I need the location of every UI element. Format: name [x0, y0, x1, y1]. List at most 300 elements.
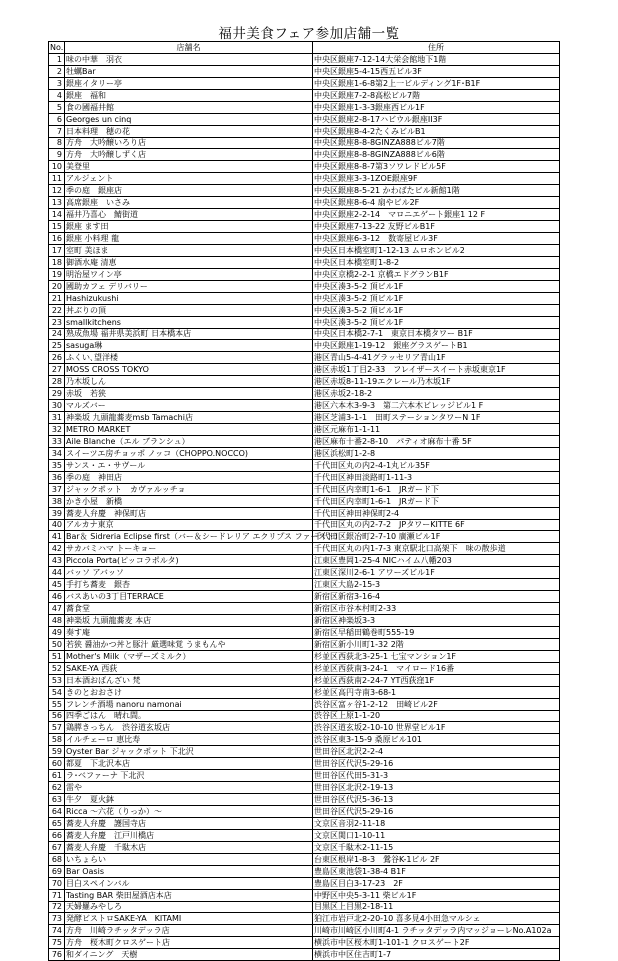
row-number: 21 [49, 292, 65, 304]
row-number: 76 [49, 949, 65, 961]
store-address: 中央区日本橋室町1-8-2 [313, 256, 560, 268]
store-address: 横浜市中区桜木町1-101-1 クロスゲート2F [313, 937, 560, 949]
table-row [49, 507, 560, 519]
store-name: sasuga琳 [65, 340, 313, 352]
store-name: アルカナ東京 [65, 519, 313, 531]
store-name: 食の國福井館 [65, 101, 313, 113]
store-name: Piccola Porta(ピッコラポルタ) [65, 555, 313, 567]
row-number: 55 [49, 698, 65, 710]
row-number: 48 [49, 615, 65, 627]
store-name: 日本料理 穂の花 [65, 125, 313, 137]
table-row [49, 471, 560, 483]
row-number: 68 [49, 853, 65, 865]
store-address: 世田谷区代沢5-29-16 [313, 758, 560, 770]
header-store-name: 店舗名 [65, 42, 313, 54]
store-name: Ricca ～六花（りっか）～ [65, 806, 313, 818]
row-number: 34 [49, 447, 65, 459]
store-name: 蕎麦人弁慶 神保町店 [65, 507, 313, 519]
store-address: 中央区日本橋2-7-1 東京日本橋タワー B1F [313, 328, 560, 340]
table-row [49, 865, 560, 877]
row-number: 30 [49, 400, 65, 412]
row-number: 46 [49, 591, 65, 603]
store-name: 神楽坂 九頭龍蕎麦msb Tamachi店 [65, 412, 313, 424]
store-address: 渋谷区富ヶ谷1-2-12 田崎ビル2F [313, 698, 560, 710]
store-address: 中央区銀座8-5-21 かわばたビル新館1階 [313, 185, 560, 197]
table-row [49, 710, 560, 722]
table-row [49, 268, 560, 280]
store-name: 美登里 [65, 161, 313, 173]
store-address: 港区赤坂1丁目2-33 フレイザースイート赤坂東京1F [313, 364, 560, 376]
store-name: 銀座 小料理 龍 [65, 233, 313, 245]
store-name: MOSS CROSS TOKYO [65, 364, 313, 376]
store-address: 世田谷区北沢2-2-4 [313, 746, 560, 758]
store-address: 横浜市中区住吉町1-7 [313, 949, 560, 961]
store-name: 季の庭 神田店 [65, 471, 313, 483]
table-row [49, 674, 560, 686]
row-number: 14 [49, 209, 65, 221]
table-row [49, 722, 560, 734]
row-number: 49 [49, 626, 65, 638]
table-row [49, 376, 560, 388]
store-address: 新宿区新小川町1-32 2階 [313, 638, 560, 650]
store-address: 中央区銀座8-6-4 扇やビル2F [313, 197, 560, 209]
table-row [49, 233, 560, 245]
table-row [49, 913, 560, 925]
store-name: サンス・エ・サヴール [65, 459, 313, 471]
row-number: 71 [49, 889, 65, 901]
row-number: 5 [49, 101, 65, 113]
row-number: 9 [49, 149, 65, 161]
table-row [49, 806, 560, 818]
row-number: 53 [49, 674, 65, 686]
store-address: 目黒区上目黒2-18-11 [313, 901, 560, 913]
table-row [49, 686, 560, 698]
row-number: 57 [49, 722, 65, 734]
table-row [49, 829, 560, 841]
store-address: 中央区銀座2-8-17ハビウル銀座II3F [313, 113, 560, 125]
store-name: 蕎麦人弁慶 江戸川橋店 [65, 829, 313, 841]
store-name: かき小屋 新橋 [65, 495, 313, 507]
row-number: 52 [49, 662, 65, 674]
store-address: 文京区音羽2-11-18 [313, 817, 560, 829]
store-address: 中央区京橋2-2-1 京橋エドグランB1F [313, 268, 560, 280]
store-name: 高席銀座 いさみ [65, 197, 313, 209]
store-address: 港区青山5-4-41グラッセリア青山1F [313, 352, 560, 364]
row-number: 37 [49, 483, 65, 495]
store-name: 奏す庵 [65, 626, 313, 638]
row-number: 70 [49, 877, 65, 889]
row-number: 13 [49, 197, 65, 209]
row-number: 38 [49, 495, 65, 507]
row-number: 19 [49, 268, 65, 280]
table-row [49, 579, 560, 591]
table-row [49, 137, 560, 149]
store-address: 世田谷区北沢2-19-13 [313, 782, 560, 794]
store-name: 鶏膵きっちん 渋谷道玄坂店 [65, 722, 313, 734]
table-row [49, 555, 560, 567]
row-number: 1 [49, 53, 65, 65]
store-name: イルチェーロ 恵比寿 [65, 734, 313, 746]
store-address: 川崎市川崎区小川町4-1 ラチッタデッラ内マッジョーレNo.A102a [313, 925, 560, 937]
store-address: 千代田区内幸町1-6-1 JRガード下 [313, 483, 560, 495]
store-address: 江東区豊岡1-25-4 NICハイム八幡203 [313, 555, 560, 567]
store-address: 中央区銀座1-19-12 銀座グラスゲートB1 [313, 340, 560, 352]
store-address: 港区芝浦3-1-1 田町ステーションタワーN 1F [313, 412, 560, 424]
table-row [49, 889, 560, 901]
table-row [49, 304, 560, 316]
row-number: 20 [49, 280, 65, 292]
store-name: 神楽坂 九頭龍蕎麦 本店 [65, 615, 313, 627]
table-row [49, 101, 560, 113]
table-row [49, 328, 560, 340]
store-address: 渋谷区上原1-1-20 [313, 710, 560, 722]
store-address: 新宿区新宿3-16-4 [313, 591, 560, 603]
row-number: 54 [49, 686, 65, 698]
table-row [49, 782, 560, 794]
row-number: 39 [49, 507, 65, 519]
table-row [49, 591, 560, 603]
store-address: 杉並区西荻北3-25-1 七宝マンション1F [313, 650, 560, 662]
row-number: 50 [49, 638, 65, 650]
store-name: 牛夕 夏火鉢 [65, 794, 313, 806]
header-no: No. [50, 42, 64, 52]
store-address: 中央区銀座8-4-2たくみビルB1 [313, 125, 560, 137]
store-name: Bar＆ Sidreria Eclipse first（バー＆シードレリア エクリプス ファースト） [66, 532, 343, 542]
table-row [49, 794, 560, 806]
store-address: 世田谷区代田5-31-3 [313, 770, 560, 782]
row-number: 4 [49, 89, 65, 101]
store-address: 中央区銀座2-2-14 マロニエゲート銀座1 12 F [313, 209, 560, 221]
store-address: 中央区湊3-5-2 頂ビル1F [313, 292, 560, 304]
store-name: 若狭 醤油かつ丼と豚汁 厳選味覚 うまもんや [65, 638, 313, 650]
store-name: サカバミハマ トーキョー [65, 543, 313, 555]
row-number: 28 [49, 376, 65, 388]
table-row [49, 746, 560, 758]
table-row [49, 650, 560, 662]
store-name: 和ダイニング 天樹 [65, 949, 313, 961]
store-name: 方舟 大吟醸いろり店 [65, 137, 313, 149]
store-name: 雷や [65, 782, 313, 794]
store-address: 中央区銀座1-3-3銀座西ビル1F [313, 101, 560, 113]
table-row [49, 615, 560, 627]
table-row [49, 244, 560, 256]
table-row [49, 89, 560, 101]
row-number: 69 [49, 865, 65, 877]
store-name: ふくい､望洋楼 [65, 352, 313, 364]
store-address: 中央区湊3-5-2 頂ビル1F [313, 316, 560, 328]
store-name: Aile Blanche（エル ブランシュ） [65, 435, 313, 447]
store-name: 銀座 ます田 [65, 221, 313, 233]
store-name: きのとおおさけ [65, 686, 313, 698]
row-number: 75 [49, 937, 65, 949]
store-address: 千代田区内幸町1-6-1 JRガード下 [313, 495, 560, 507]
store-name: Bar Oasis [65, 865, 313, 877]
store-address: 千代田区丸の内1-7-3 東京駅北口高架下 味の散歩道 [313, 543, 560, 555]
table-row [49, 340, 560, 352]
table-row [49, 364, 560, 376]
store-address: 中央区銀座8-8-8GINZA888ビル6階 [313, 149, 560, 161]
table-row [49, 197, 560, 209]
row-number: 6 [49, 113, 65, 125]
store-name: 味の中華 羽衣 [65, 53, 313, 65]
row-number: 66 [49, 829, 65, 841]
store-name: 目白スペインバル [65, 877, 313, 889]
store-name: 方舟 桜木町クロスゲート店 [65, 937, 313, 949]
row-number: 24 [49, 328, 65, 340]
row-number: 23 [49, 316, 65, 328]
row-number: 62 [49, 782, 65, 794]
store-name: Mother's Milk（マザーズミルク） [65, 650, 313, 662]
row-number: 47 [49, 603, 65, 615]
store-address: 千代田区銀冶町2-7-10 廣瀬ビル1F [313, 531, 560, 543]
store-name: 四季ごはん 晴れ間。 [65, 710, 313, 722]
store-name: 季の庭 銀座店 [65, 185, 313, 197]
table-row [49, 937, 560, 949]
table-row [49, 638, 560, 650]
store-address: 杉並区西荻南3-24-1 マイロード16番 [313, 662, 560, 674]
row-number: 25 [49, 340, 65, 352]
table-row [49, 901, 560, 913]
row-number: 2 [49, 65, 65, 77]
row-number: 44 [49, 567, 65, 579]
store-address: 港区六本木3-9-3 第二六本木ビレッジビル1 F [313, 400, 560, 412]
row-number: 10 [49, 161, 65, 173]
store-name: 発酵ビストロSAKE-YA KITAMI [65, 913, 313, 925]
store-name: バッソ アバッソ [65, 567, 313, 579]
store-address: 港区元麻布1-1-11 [313, 424, 560, 436]
row-number: 43 [49, 555, 65, 567]
store-address: 千代田区丸の内2-7-2 JPタワーKITTE 6F [313, 519, 560, 531]
row-number: 63 [49, 794, 65, 806]
table-row [49, 877, 560, 889]
store-address: 豊島区東池袋1-38-4 B1F [313, 865, 560, 877]
row-number: 58 [49, 734, 65, 746]
store-name: 丼ぶりの頂 [65, 304, 313, 316]
store-address: 渋谷区東3-15-9 桑原ビル101 [313, 734, 560, 746]
store-address: 新宿区早稲田鶴巻町555-19 [313, 626, 560, 638]
row-number: 12 [49, 185, 65, 197]
store-address: 文京区千駄木2-11-15 [313, 841, 560, 853]
row-number: 32 [49, 424, 65, 436]
table-header-row [49, 42, 560, 54]
store-address: 中央区湊3-5-2 頂ビル1F [313, 280, 560, 292]
store-address: 狛江市岩戸北2-20-10 喜多見4小田急マルシェ [313, 913, 560, 925]
store-name: ラ･ベファーナ 下北沢 [65, 770, 313, 782]
store-address: 千代田区神田神保町2-4 [313, 507, 560, 519]
store-name: smallkitchens [65, 316, 313, 328]
store-name: 明治屋ワイン亭 [65, 268, 313, 280]
store-address: 中央区日本橋室町1-12-13 ムロホンビル2 [313, 244, 560, 256]
row-number: 26 [49, 352, 65, 364]
store-address: 文京区関口1-10-11 [313, 829, 560, 841]
store-name: 牡蠣Bar [65, 65, 313, 77]
table-row [49, 113, 560, 125]
store-name: 銀座イタリー亭 [65, 77, 313, 89]
table-row [49, 435, 560, 447]
store-name: 銀座 福和 [65, 89, 313, 101]
store-address: 杉並区高円寺南3-68-1 [313, 686, 560, 698]
store-name: METRO MARKET [65, 424, 313, 436]
store-name: 都夏 下北沢本店 [65, 758, 313, 770]
table-row [49, 388, 560, 400]
row-number: 74 [49, 925, 65, 937]
store-name: スイーツエ房チョッポ ノッコ（CHOPPO.NOCCO) [65, 447, 313, 459]
table-row [49, 567, 560, 579]
store-name: 方舟 大吟醸しずく店 [65, 149, 313, 161]
store-table [48, 41, 560, 961]
table-row [49, 447, 560, 459]
store-address: 中央区銀座5-4-15西五ビル3F [313, 65, 560, 77]
row-number: 18 [49, 256, 65, 268]
store-name: 蕎麦人弁慶 護国寺店 [65, 817, 313, 829]
store-name: 赤坂 若狭 [65, 388, 313, 400]
table-row [49, 459, 560, 471]
table-row [49, 495, 560, 507]
row-number: 67 [49, 841, 65, 853]
table-row [49, 173, 560, 185]
table-row [49, 53, 560, 65]
table-row [49, 626, 560, 638]
row-number: 64 [49, 806, 65, 818]
store-address: 港区赤坂2-18-2 [313, 388, 560, 400]
table-body [49, 53, 560, 960]
table-row [49, 841, 560, 853]
table-row [49, 531, 560, 543]
table-row [49, 817, 560, 829]
store-address: 新宿区市谷本村町2-33 [313, 603, 560, 615]
store-address: 中央区銀座3-3-1ZOE銀座9F [313, 173, 560, 185]
store-address: 江東区深川2-6-1 アワーズビル1F [313, 567, 560, 579]
store-name: 國助カフェ デリバリー [65, 280, 313, 292]
store-address: 台東区根岸1-8-3 鶯谷K-1ビル 2F [313, 853, 560, 865]
store-name: マルズバー [65, 400, 313, 412]
store-address: 千代田区丸の内2-4-1丸ビル35F [313, 459, 560, 471]
table-row [49, 698, 560, 710]
table-row [49, 519, 560, 531]
table-row [49, 149, 560, 161]
store-address: 港区赤坂8-11-19エクレール乃木坂1F [313, 376, 560, 388]
table-row [49, 161, 560, 173]
store-address: 中央区銀座1-6-8第2上一ビルディング1F･B1F [313, 77, 560, 89]
table-row [49, 185, 560, 197]
store-name: 天婦羅みやしろ [65, 901, 313, 913]
store-name: バスあいの3丁目TERRACE [65, 591, 313, 603]
table-row [49, 292, 560, 304]
store-name: 蕎食堂 [65, 603, 313, 615]
row-number: 29 [49, 388, 65, 400]
store-address: 世田谷区代沢5-29-16 [313, 806, 560, 818]
table-row [49, 734, 560, 746]
store-address: 新宿区神楽坂3-3 [313, 615, 560, 627]
row-number: 31 [49, 412, 65, 424]
table-row [49, 125, 560, 137]
table-row [49, 483, 560, 495]
table-row [49, 543, 560, 555]
store-name: アルジェント [65, 173, 313, 185]
store-name: Hashizukushi [65, 292, 313, 304]
store-name: 蕎麦人弁慶 千駄木店 [65, 841, 313, 853]
row-number: 33 [49, 435, 65, 447]
table-row [49, 662, 560, 674]
table-row [49, 400, 560, 412]
row-number: 36 [49, 471, 65, 483]
row-number: 42 [49, 543, 65, 555]
store-name: SAKE-YA 西荻 [65, 662, 313, 674]
table-row [49, 758, 560, 770]
store-name: Georges un cinq [65, 113, 313, 125]
row-number: 72 [49, 901, 65, 913]
store-name: 乃木坂しん [65, 376, 313, 388]
table-row [49, 770, 560, 782]
row-number: 61 [49, 770, 65, 782]
row-number: 56 [49, 710, 65, 722]
row-number: 8 [49, 137, 65, 149]
store-address: 中野区中央5-3-11 柴ビル1F [313, 889, 560, 901]
table-row [49, 925, 560, 937]
store-address: 杉並区西荻南2-24-7 YT西荻窪1F [313, 674, 560, 686]
store-address: 渋谷区道玄坂2-10-10 世界堂ビル1F [313, 722, 560, 734]
table-row [49, 316, 560, 328]
row-number: 51 [49, 650, 65, 662]
store-name: 熟成魚場 福井県美浜町 日本橋本店 [65, 328, 313, 340]
store-name: いちょらい [65, 853, 313, 865]
store-address: 港区浜松町1-2-8 [313, 447, 560, 459]
table-row [49, 853, 560, 865]
row-number: 41 [49, 531, 65, 543]
row-number: 22 [49, 304, 65, 316]
store-address: 世田谷区代沢5-36-13 [313, 794, 560, 806]
row-number: 27 [49, 364, 65, 376]
row-number: 7 [49, 125, 65, 137]
store-address: 中央区湊3-5-2 頂ビル1F [313, 304, 560, 316]
store-name: 御酒水庵 清恵 [65, 256, 313, 268]
table-row [49, 77, 560, 89]
row-number: 3 [49, 77, 65, 89]
row-number: 65 [49, 817, 65, 829]
store-address: 豊島区目白3-17-23 2F [313, 877, 560, 889]
store-name: 日本酒おばんざい 梵 [65, 674, 313, 686]
store-name: 室町 美ほま [65, 244, 313, 256]
table-row [49, 412, 560, 424]
page-title: 福井美食フェア参加店舗一覧 [218, 26, 400, 42]
table-row [49, 221, 560, 233]
store-address: 中央区銀座7-12-14大栄会館地下1階 [313, 53, 560, 65]
row-number: 45 [49, 579, 65, 591]
row-number: 35 [49, 459, 65, 471]
row-number: 73 [49, 913, 65, 925]
store-name: 福井乃喜心 鯖街道 [65, 209, 313, 221]
table-row [49, 256, 560, 268]
store-address: 千代田区神田淡路町1-11-3 [313, 471, 560, 483]
store-address: 中央区銀座6-3-12 数寄屋ビル3F [313, 233, 560, 245]
table-row [49, 424, 560, 436]
store-name: ジャックポット カヴァルッチョ [65, 483, 313, 495]
store-address: 中央区銀座7-13-22 友野ビルB1F [313, 221, 560, 233]
store-address: 中央区銀座7-2-8高松ビル7階 [313, 89, 560, 101]
store-name: 手打ち蕎麦 銀杏 [65, 579, 313, 591]
row-number: 59 [49, 746, 65, 758]
store-address: 中央区銀座8-8-8GINZA888ビル7階 [313, 137, 560, 149]
table-row [49, 949, 560, 961]
row-number: 40 [49, 519, 65, 531]
row-number: 17 [49, 244, 65, 256]
header-address: 住所 [313, 42, 560, 54]
table-row [49, 209, 560, 221]
row-number: 11 [49, 173, 65, 185]
table-row [49, 65, 560, 77]
store-address: 江東区大島2-15-3 [313, 579, 560, 591]
store-name: Tasting BAR 柴田屋酒店本店 [65, 889, 313, 901]
